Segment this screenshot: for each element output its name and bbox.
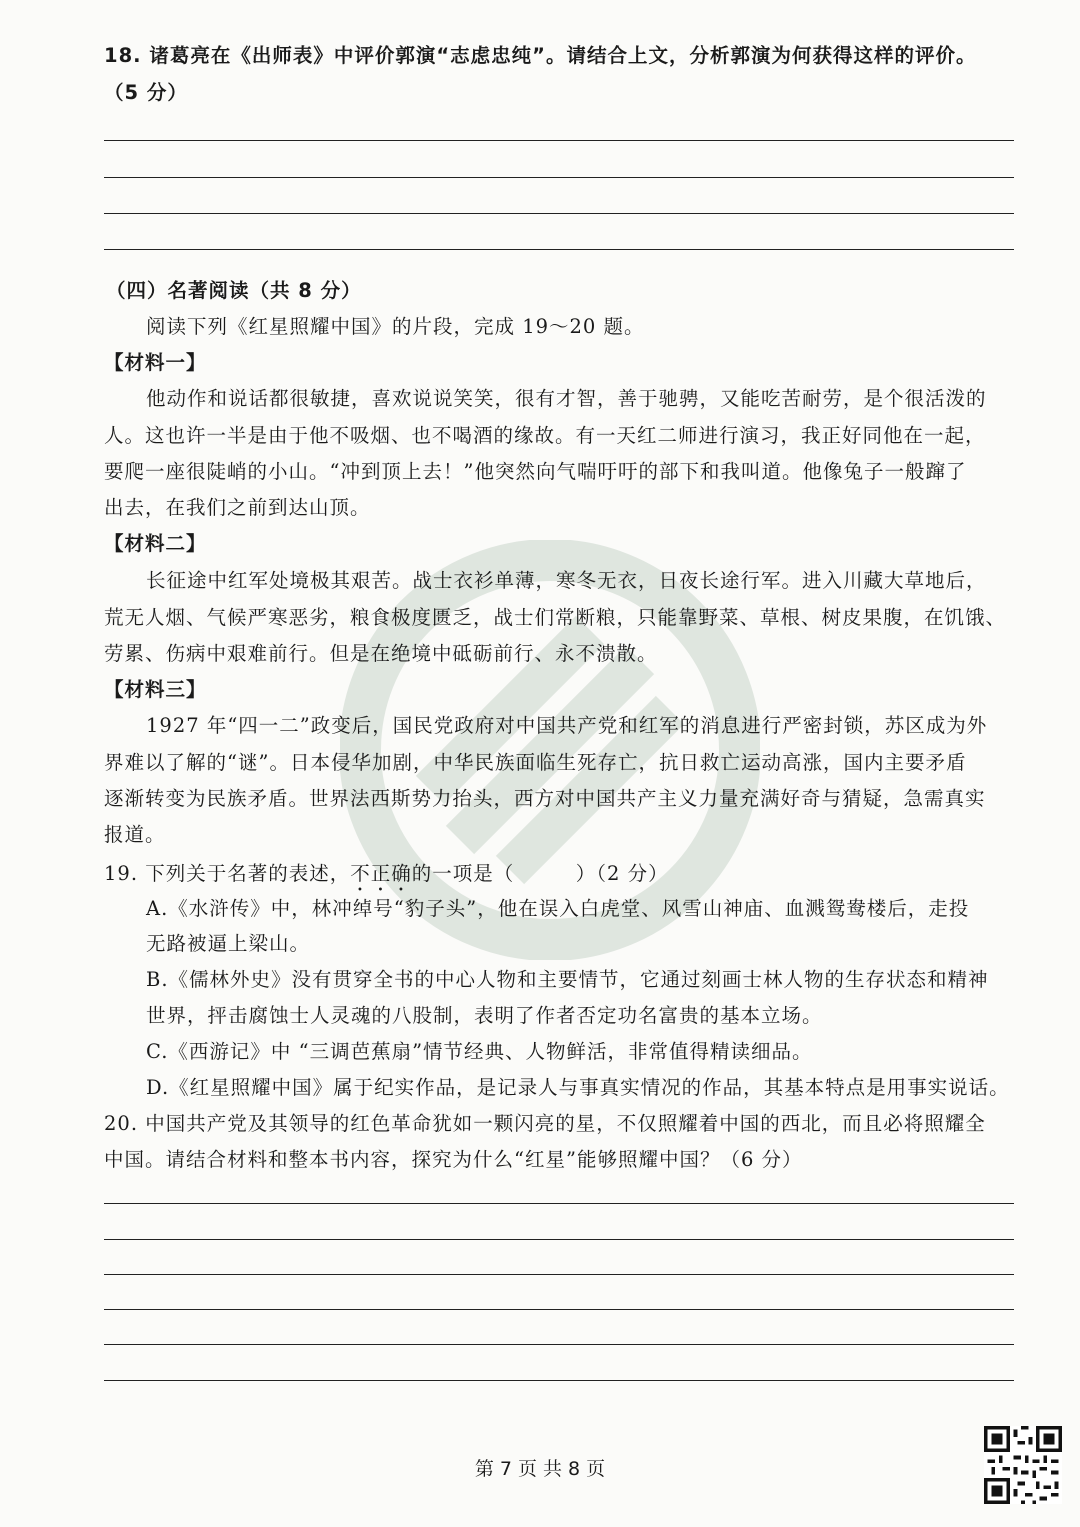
material1-text-line: 人。这也许一半是由于他不吸烟、也不喝酒的缘故。有一天红二师进行演习，我正好同他在一起， (104, 424, 986, 447)
section-heading: （四）名著阅读（共 8 分） (106, 279, 362, 302)
q20-answer-line[interactable] (104, 1309, 1014, 1310)
material1-text-line: 要爬一座很陡峭的小山。“冲到顶上去！”他突然向气喘吁吁的部下和我叫道。他像兔子一般蹿了 (104, 460, 967, 483)
q19-option-b[interactable]: B.《儒林外史》没有贯穿全书的中心人物和主要情节，它通过刻画士林人物的生存状态和精神 (146, 968, 989, 991)
q20-answer-line[interactable] (104, 1203, 1014, 1204)
material2-text-line: 长征途中红军处境极其艰苦。战士衣衫单薄，寒冬无衣，日夜长途行军。进入川藏大草地后， (146, 569, 987, 592)
q20-line2: 中国。请结合材料和整本书内容，探究为什么“红星”能够照耀中国？（6 分） (104, 1148, 803, 1171)
q20-line1: 20. 中国共产党及其领导的红色革命犹如一颗闪亮的星，不仅照耀着中国的西北，而且必将照耀全 (104, 1112, 986, 1135)
q19-option-d[interactable]: D.《红星照耀中国》属于纪实作品，是记录人与事真实情况的作品，其基本特点是用事实说话。 (146, 1076, 1010, 1099)
section-intro: 阅读下列《红星照耀中国》的片段，完成 19～20 题。 (146, 315, 645, 338)
q18-answer-line[interactable] (104, 213, 1014, 214)
material3-text-line: 界难以了解的“谜”。日本侵华加剧，中华民族面临生死存亡，抗日救亡运动高涨，国内主要矛盾 (104, 751, 967, 774)
material2-text-line: 劳累、伤病中艰难前行。但是在绝境中砥砺前行、永不溃散。 (104, 642, 658, 665)
q18-answer-line[interactable] (104, 140, 1014, 141)
q19-option-c[interactable]: C.《西游记》中 “三调芭蕉扇”情节经典、人物鲜活，非常值得精读细品。 (146, 1040, 813, 1063)
material2-text-line: 荒无人烟、气候严寒恶劣，粮食极度匮乏，战士们常断粮，只能靠野菜、草根、树皮果腹，在饥饿、 (104, 606, 1007, 629)
q18-line2: （5 分） (104, 81, 188, 104)
q20-answer-line[interactable] (104, 1380, 1014, 1381)
q19-stem-post: 的一项是（ ）（2 分） (411, 862, 669, 885)
q18-answer-line[interactable] (104, 177, 1014, 178)
material1-text-line: 出去，在我们之前到达山顶。 (104, 496, 371, 519)
q19-option-a[interactable]: A.《水浒传》中，林冲绰号“豹子头”，他在误入白虎堂、风雪山神庙、血溅鸳鸯楼后，走投 (146, 897, 970, 920)
material3-text-line: 逐渐转变为民族矛盾。世界法西斯势力抬头，西方对中国共产主义力量充满好奇与猜疑，急需真实 (104, 787, 986, 810)
q19-stem (104, 856, 1018, 896)
material1-text-line: 他动作和说话都很敏捷，喜欢说说笑笑，很有才智，善于驰骋，又能吃苦耐劳，是个很活泼的 (146, 387, 987, 410)
material3-label: 【材料三】 (104, 678, 207, 701)
material3-text-line: 报道。 (104, 823, 166, 846)
q18-line1: 18. 诸葛亮在《出师表》中评价郭演“志虑忠纯”。请结合上文，分析郭演为何获得这样的评价。 (104, 44, 977, 67)
q19-option-b-cont: 世界，抨击腐蚀士人灵魂的八股制，表明了作者否定功名富贵的基本立场。 (146, 1004, 823, 1027)
page-number: 第 7 页 共 8 页 (474, 1458, 606, 1480)
q18-answer-line[interactable] (104, 249, 1014, 250)
material3-text-line: 1927 年“四一二”政变后，国民党政府对中国共产党和红军的消息进行严密封锁，苏区成为外 (146, 714, 988, 737)
q19-stem-pre: 19. 下列关于名著的表述， (104, 862, 351, 885)
material1-label: 【材料一】 (104, 351, 207, 374)
q20-answer-line[interactable] (104, 1344, 1014, 1345)
q19-option-a-cont: 无路被逼上梁山。 (146, 932, 311, 955)
material2-label: 【材料二】 (104, 532, 207, 555)
q20-answer-line[interactable] (104, 1274, 1014, 1275)
qr-code-icon (984, 1426, 1062, 1504)
q19-stem-emphasis: 不正确 (350, 862, 412, 885)
q20-answer-line[interactable] (104, 1239, 1014, 1240)
